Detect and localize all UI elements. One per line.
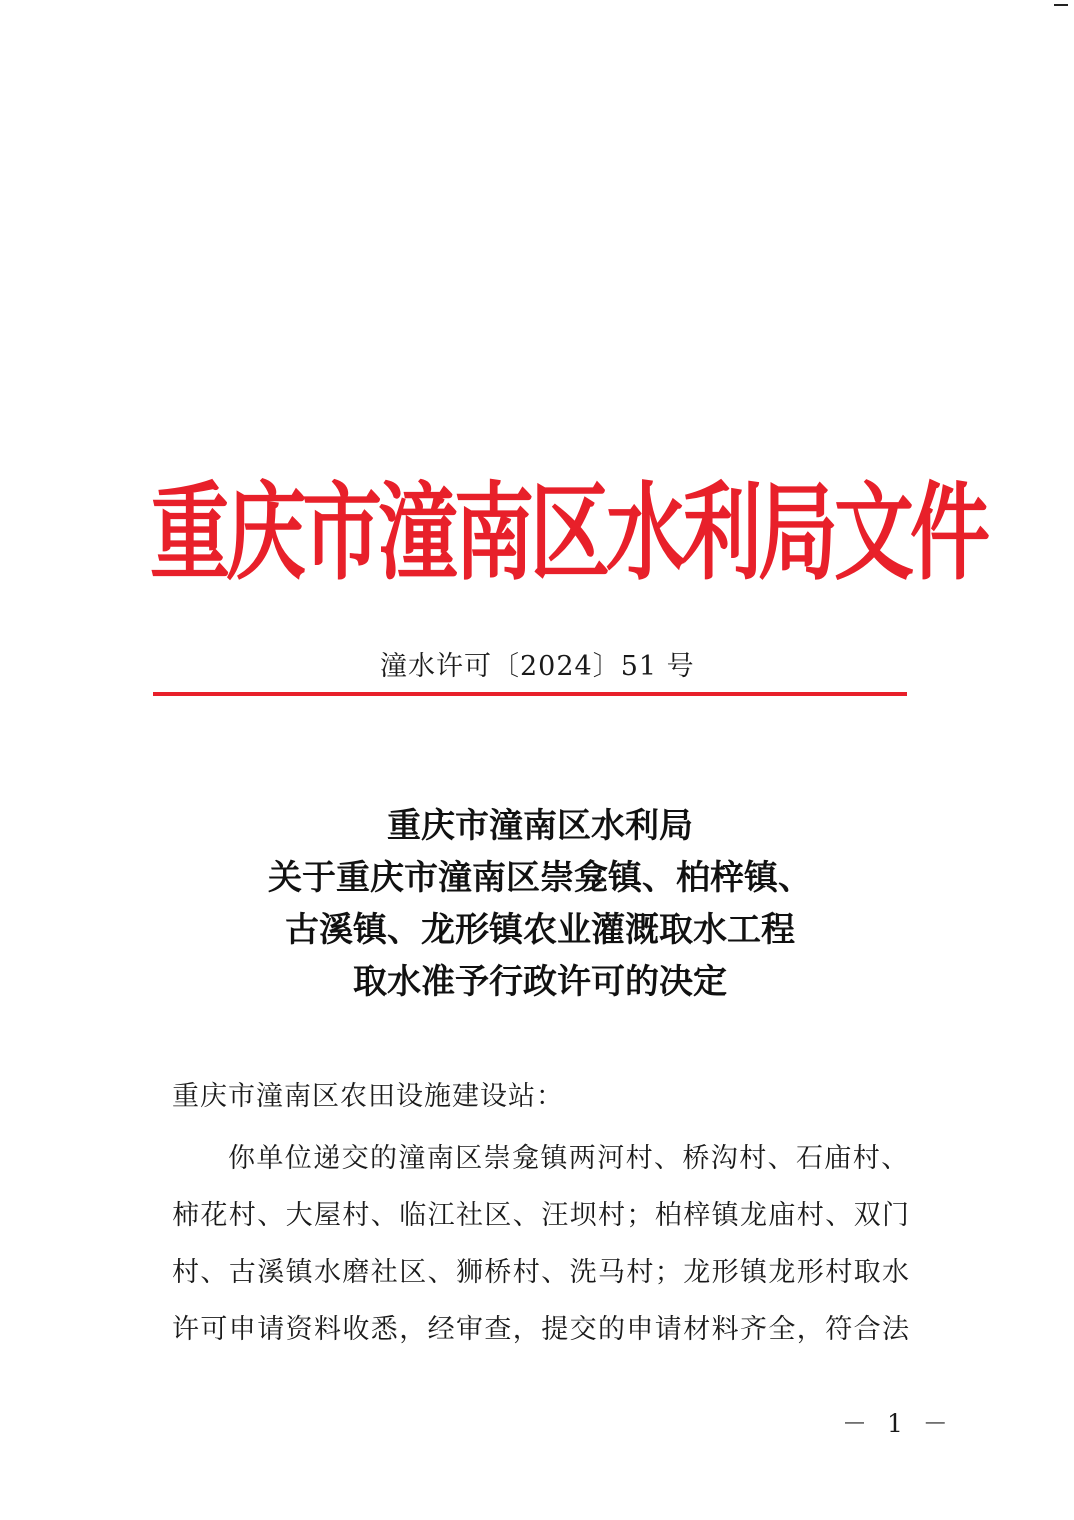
title-line: 古溪镇、龙形镇农业灌溉取水工程 [285,910,795,950]
red-divider-line [153,692,907,696]
decision-title [160,800,920,1008]
page-number: － 1 － [842,1409,954,1438]
body-line: 村、古溪镇水磨社区、狮桥村、洗马村；龙形镇龙形村取水 [172,1257,911,1288]
title-line: 取水准予行政许可的决定 [353,962,727,1002]
body-line: 柿花村、大屋村、临江社区、汪坝村；柏梓镇龙庙村、双门 [172,1200,911,1231]
recipient-salutation: 重庆市潼南区农田设施建设站： [172,1081,564,1112]
scan-artifact-mark [1054,4,1068,6]
document-number: 潼水许可〔2024〕51 号 [380,651,695,682]
title-line: 重庆市潼南区水利局 [387,806,693,846]
document-header-title: 重庆市潼南区水利局文件 [150,471,986,595]
title-line: 关于重庆市潼南区崇龛镇、柏梓镇、 [268,858,812,898]
body-paragraph [172,1130,912,1358]
body-line: 许可申请资料收悉，经审查，提交的申请材料齐全，符合法 [172,1314,911,1345]
body-line: 你单位递交的潼南区崇龛镇两河村、桥沟村、石庙村、 [228,1143,910,1174]
